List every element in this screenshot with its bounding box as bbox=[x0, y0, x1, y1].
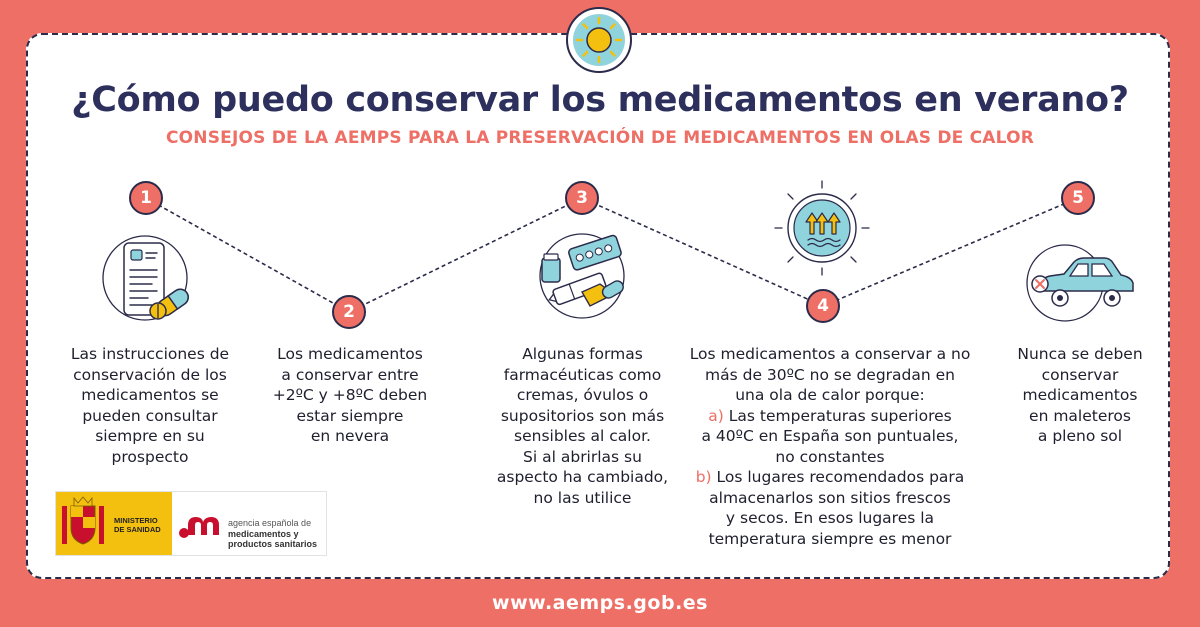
step-5-line: conservar bbox=[1041, 365, 1119, 384]
step-4-line: una ola de calor porque: bbox=[735, 386, 925, 404]
point-a-text: Las temperaturas superiores bbox=[728, 406, 952, 425]
step-2-line: Los medicamentos bbox=[277, 345, 423, 363]
step-1-line: conservación de los bbox=[73, 365, 227, 384]
ministry-logo bbox=[56, 492, 172, 555]
ministry-line: DE SANIDAD bbox=[114, 525, 161, 534]
step-5-line: a pleno sol bbox=[1037, 427, 1123, 445]
ministry-line: MINISTERIO bbox=[114, 516, 158, 525]
step-4-point-a bbox=[660, 406, 1000, 427]
medicine-leaflet-icon bbox=[100, 233, 200, 328]
medicines-icon bbox=[532, 228, 632, 323]
step-number-4: 4 bbox=[806, 289, 840, 323]
step-3-line: Si al abrirlas su bbox=[523, 447, 642, 466]
step-2-line: a conservar entre bbox=[281, 365, 419, 384]
step-2-text bbox=[245, 344, 455, 447]
step-3-line: no las utilice bbox=[533, 488, 632, 507]
step-4-line: a 40ºC en España son puntuales, bbox=[701, 427, 959, 445]
step-3-line: sensibles al calor. bbox=[514, 427, 651, 445]
page-subtitle: CONSEJOS DE LA AEMPS PARA LA PRESERVACIÓN DE MEDICAMENTOS EN OLAS DE CALOR bbox=[165, 128, 1035, 148]
step-5-text bbox=[990, 344, 1170, 447]
heat-rising-icon bbox=[772, 178, 872, 278]
step-2-line: estar siempre bbox=[296, 406, 404, 425]
step-number-1: 1 bbox=[129, 181, 163, 215]
website-url[interactable]: www.aemps.gob.es bbox=[492, 592, 708, 614]
step-number-2: 2 bbox=[332, 295, 366, 329]
step-4-line: no constantes bbox=[775, 447, 885, 466]
aemps-logo-icon bbox=[178, 509, 224, 539]
car-icon bbox=[1020, 238, 1140, 323]
point-b-marker: b) bbox=[695, 468, 712, 486]
step-4-line: y secos. En esos lugares la bbox=[725, 509, 935, 527]
aemps-line: medicamentos y bbox=[228, 528, 299, 539]
step-1-line: prospecto bbox=[111, 447, 189, 466]
step-3-line: cremas, óvulos o bbox=[516, 386, 649, 404]
step-1-line: medicamentos se bbox=[81, 386, 219, 404]
step-5-line: en maleteros bbox=[1029, 406, 1131, 425]
step-3-line: supositorios son más bbox=[500, 406, 665, 425]
point-a-marker: a) bbox=[708, 406, 724, 425]
step-2-line: +2ºC y +8ºC deben bbox=[272, 386, 428, 404]
coat-of-arms-icon bbox=[56, 492, 110, 555]
step-4-point-b bbox=[660, 467, 1000, 488]
step-3-line: farmacéuticas como bbox=[503, 365, 662, 384]
step-1-text bbox=[40, 344, 260, 467]
step-1-line: Las instrucciones de bbox=[70, 345, 230, 363]
ministry-name bbox=[114, 516, 161, 534]
step-4-line: más de 30ºC no se degradan en bbox=[705, 365, 955, 384]
step-1-line: siempre en su bbox=[95, 427, 205, 445]
aemps-line: agencia española de bbox=[228, 518, 312, 528]
aemps-name bbox=[228, 518, 317, 550]
step-5-line: medicamentos bbox=[1022, 386, 1138, 404]
step-4-line: temperatura siempre es menor bbox=[708, 529, 952, 548]
step-1-line: pueden consultar bbox=[82, 406, 218, 425]
step-3-line: Algunas formas bbox=[522, 345, 643, 363]
step-4-line: almacenarlos son sitios frescos bbox=[709, 488, 951, 507]
step-number-3: 3 bbox=[565, 181, 599, 215]
step-4-line: Los medicamentos a conservar a no bbox=[689, 345, 971, 363]
step-2-line: en nevera bbox=[310, 427, 390, 445]
page-title: ¿Cómo puedo conservar los medicamentos en verano? bbox=[71, 80, 1129, 120]
step-number-5: 5 bbox=[1061, 181, 1095, 215]
point-b-text: Los lugares recomendados para bbox=[716, 468, 965, 486]
step-5-line: Nunca se deben bbox=[1017, 345, 1143, 363]
step-3-line: aspecto ha cambiado, bbox=[496, 468, 669, 486]
step-4-text bbox=[660, 344, 1000, 549]
aemps-line: productos sanitarios bbox=[228, 539, 318, 549]
